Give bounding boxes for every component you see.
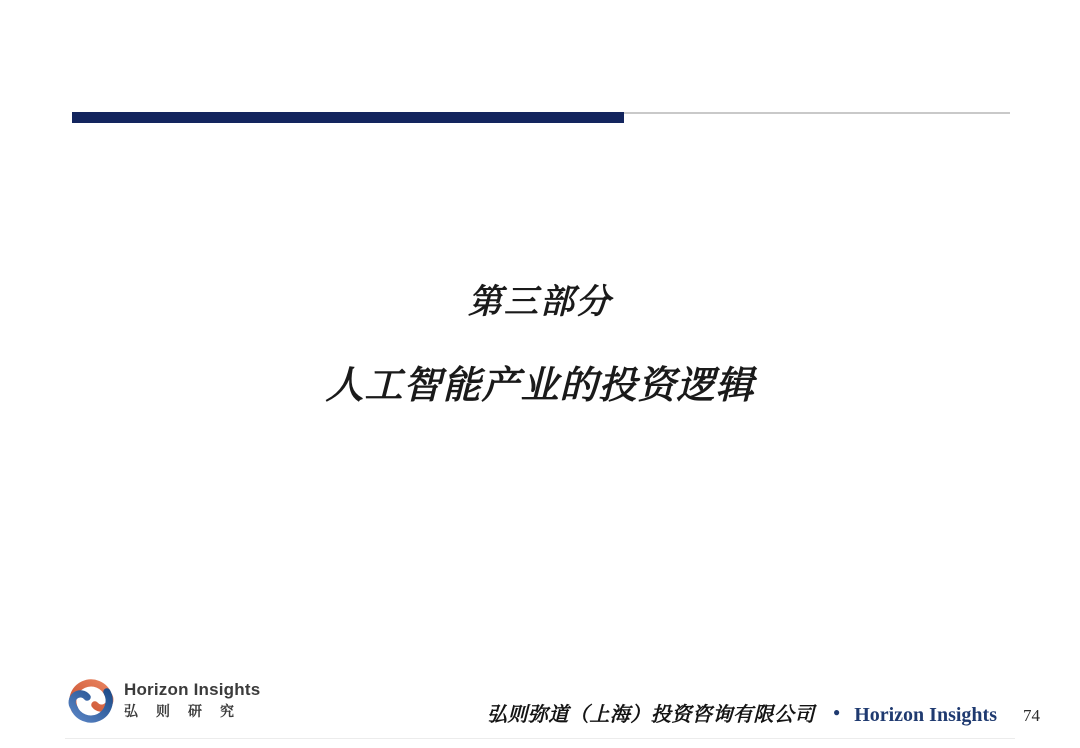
logo-text-block — [124, 681, 260, 721]
logo-name-cn: 弘则研究 — [124, 702, 252, 719]
bottom-edge-line — [65, 738, 1015, 739]
footer — [487, 698, 1040, 727]
section-label: 第三部分 — [468, 284, 612, 321]
title-divider-bar — [72, 112, 624, 123]
footer-company-name: 弘则弥道（上海）投资咨询有限公司 — [486, 704, 815, 726]
page-title: 人工智能产业的投资逻辑 — [325, 365, 755, 407]
page-number: 74 — [1023, 706, 1040, 725]
footer-bullet-icon: ● — [832, 705, 841, 719]
horizon-insights-swirl-icon — [66, 676, 116, 726]
footer-brand-name: Horizon Insights — [854, 704, 997, 726]
horizon-insights-logo — [66, 676, 260, 726]
logo-name-en: Horizon Insights — [124, 680, 261, 700]
title-divider-line — [624, 112, 1010, 114]
